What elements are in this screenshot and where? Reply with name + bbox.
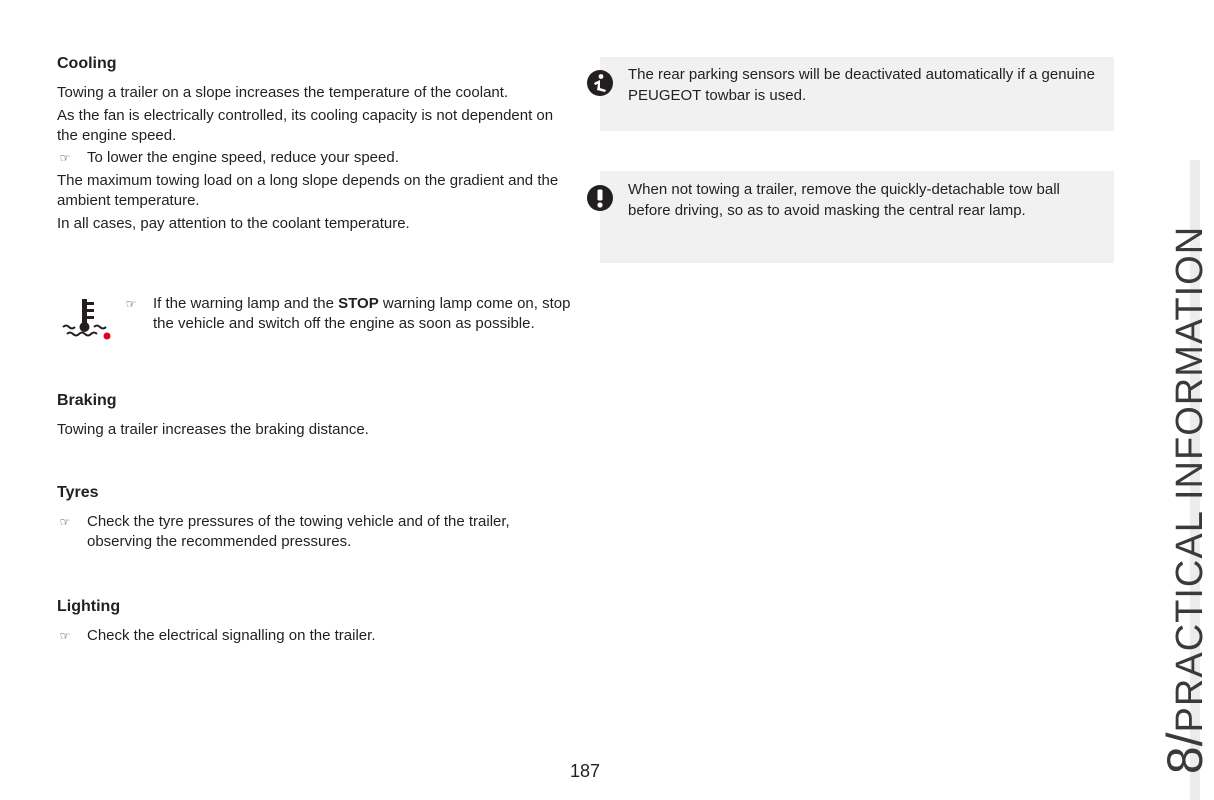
coolant-warning-text-pre: If the warning lamp and the bbox=[153, 295, 339, 312]
warning-note bbox=[600, 171, 1114, 263]
lighting-bullet-1-text: Check the electrical signalling on the trailer. bbox=[87, 627, 376, 644]
coolant-warning-bullet bbox=[123, 294, 583, 334]
chapter-label bbox=[1156, 226, 1214, 774]
info-icon bbox=[586, 69, 614, 97]
cooling-section bbox=[57, 54, 572, 234]
coolant-temperature-icon bbox=[59, 295, 111, 341]
cooling-paragraph-3: The maximum towing load on a long slope depends on the gradient and the ambient temperature. bbox=[57, 172, 559, 209]
cooling-bullet-1 bbox=[57, 148, 572, 168]
tyres-section bbox=[57, 483, 572, 552]
pointing-hand-icon: ☞ bbox=[59, 151, 71, 165]
info-note-text: The rear parking sensors will be deactivated automatically if a genuine PEUGEOT towbar is used. bbox=[628, 66, 1095, 104]
pointing-hand-icon: ☞ bbox=[59, 629, 71, 643]
pointing-hand-icon: ☞ bbox=[59, 515, 71, 529]
tyres-bullet-1-text: Check the tyre pressures of the towing vehicle and of the trailer, observing the recommended pressures. bbox=[87, 513, 510, 550]
chapter-number: 8/ bbox=[1157, 732, 1213, 775]
lighting-heading: Lighting bbox=[57, 598, 121, 615]
coolant-warning-block bbox=[57, 293, 572, 363]
tyres-heading: Tyres bbox=[57, 484, 99, 501]
page-number: 187 bbox=[570, 761, 601, 781]
info-note bbox=[600, 57, 1114, 131]
exclamation-icon bbox=[586, 184, 614, 212]
braking-paragraph-1: Towing a trailer increases the braking distance. bbox=[57, 421, 369, 438]
tyres-bullet-1 bbox=[57, 512, 572, 552]
coolant-warning-text-post: warning lamp come on, stop the vehicle and switch off the engine as soon as possible. bbox=[153, 295, 571, 332]
cooling-paragraph-4: In all cases, pay attention to the coolant temperature. bbox=[57, 215, 410, 232]
cooling-bullet-1-text: To lower the engine speed, reduce your speed. bbox=[87, 149, 399, 166]
braking-section bbox=[57, 391, 572, 440]
lighting-bullet-1 bbox=[57, 626, 572, 646]
pointing-hand-icon: ☞ bbox=[125, 297, 137, 311]
lighting-section bbox=[57, 597, 572, 646]
braking-heading: Braking bbox=[57, 392, 117, 409]
cooling-heading: Cooling bbox=[57, 55, 117, 72]
stop-lamp-label: STOP bbox=[338, 295, 379, 312]
chapter-title: PRACTICAL INFORMATION bbox=[1169, 225, 1211, 733]
cooling-paragraph-2: As the fan is electrically controlled, its cooling capacity is not dependent on the engine speed. bbox=[57, 107, 554, 144]
warning-note-text: When not towing a trailer, remove the quickly-detachable tow ball before driving, so as to avoid masking the central rear lamp. bbox=[628, 181, 1060, 219]
cooling-paragraph-1: Towing a trailer on a slope increases the temperature of the coolant. bbox=[57, 84, 509, 101]
